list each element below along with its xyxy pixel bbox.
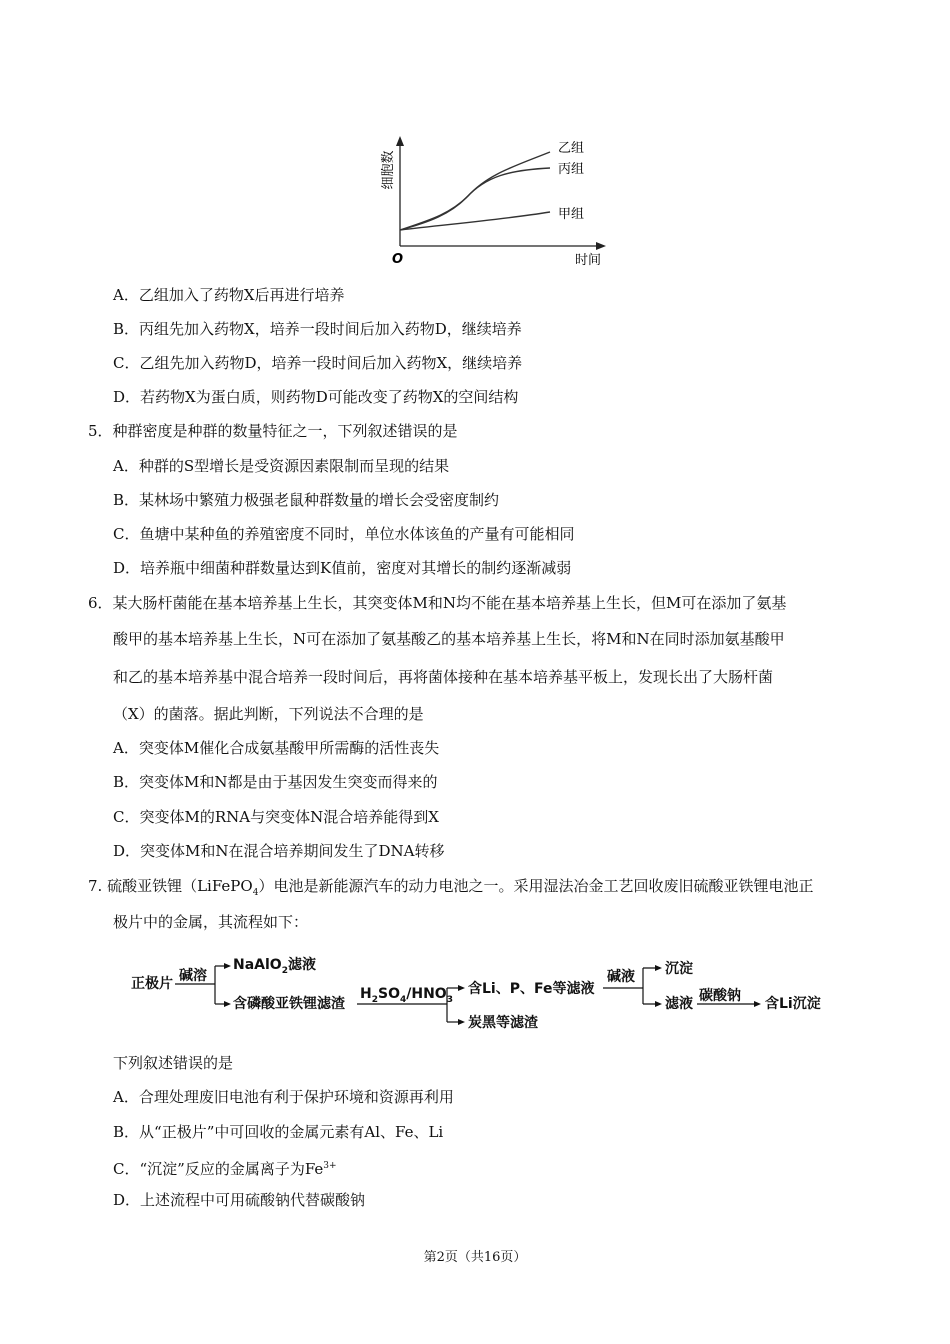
curve-label-jia: 甲组 (558, 207, 585, 222)
q7-stem-line-2: 极片中的金属，其流程如下： (113, 913, 309, 931)
cell-growth-graph (370, 130, 620, 270)
flow-step-alkali: 碱液 (607, 969, 635, 985)
q6-stem-line-4: （X）的菌落。据此判断，下列说法不合理的是 (113, 705, 424, 723)
q5-option-d: D．培养瓶中细菌种群数量达到K值前，密度对其增长的制约逐渐减弱 (113, 559, 572, 577)
q6-stem-line-2: 酸甲的基本培养基上生长，N可在添加了氨基酸乙的基本培养基上生长，将M和N在同时添加氨基酸甲 (113, 630, 785, 648)
curve-bing (400, 168, 550, 230)
q7-prompt: 下列叙述错误的是 (113, 1054, 234, 1072)
q4-option-a: A．乙组加入了药物X后再进行培养 (113, 286, 345, 304)
flow-lifepo4-residue: 含磷酸亚铁锂滤渣 (233, 996, 345, 1012)
flow-carbon-residue: 炭黑等滤渣 (468, 1015, 538, 1031)
flow-li-p-fe-filtrate: 含Li、P、Fe等滤液 (468, 981, 595, 997)
q5-stem: 5．种群密度是种群的数量特征之一，下列叙述错误的是 (88, 422, 458, 440)
curve-label-yi: 乙组 (558, 141, 585, 156)
flow-li-precipitate: 含Li沉淀 (765, 996, 821, 1012)
q5-option-b: B．某林场中繁殖力极强老鼠种群数量的增长会受密度制约 (113, 491, 500, 509)
flow-step-alkali-dissolve: 碱溶 (179, 968, 207, 984)
q4-option-c: C．乙组先加入药物D，培养一段时间后加入药物X，继续培养 (113, 354, 523, 372)
q5-option-c: C．鱼塘中某种鱼的养殖密度不同时，单位水体该鱼的产量有可能相同 (113, 525, 575, 543)
flow-naalo2-filtrate: NaAlO$_2$滤液 (233, 957, 316, 976)
q7-option-b: B．从“正极片”中可回收的金属元素有Al、Fe、Li (113, 1123, 444, 1141)
q5-option-a: A．种群的S型增长是受资源因素限制而呈现的结果 (113, 457, 450, 475)
curve-jia (400, 212, 550, 230)
fe-charge: 3+ (323, 1161, 337, 1171)
q6-stem-line-1: 6．某大肠杆菌能在基本培养基上生长，其突变体M和N均不能在基本培养基上生长，但M可在添加了氨基 (88, 594, 787, 612)
q6-stem-line-3: 和乙的基本培养基中混合培养一段时间后，再将菌体接种在基本培养基平板上，发现长出了大肠杆菌 (113, 668, 774, 686)
graph-ylabel: 细胞数 (381, 150, 396, 190)
flow-step-sodium-carbonate: 碳酸钠 (699, 988, 741, 1004)
q7-option-d: D．上述流程中可用硫酸钠代替碳酸钠 (113, 1191, 366, 1209)
q7-stem-line-1: 7. 硫酸亚铁锂（LiFePO$_4$）电池是新能源汽车的动力电池之一。采用湿法冶金工艺回收废旧硫酸亚铁锂电池正 (88, 877, 814, 898)
graph-xlabel: 时间 (575, 253, 602, 268)
q6-option-d: D．突变体M和N在混合培养期间发生了DNA转移 (113, 842, 445, 860)
q6-option-a: A．突变体M催化合成氨基酸甲所需酶的活性丧失 (113, 739, 440, 757)
q7-option-c: C．“沉淀”反应的金属离子为$Fe^{3+}$ (113, 1160, 337, 1178)
page-footer: 第2页（共16页） (423, 1250, 527, 1265)
curve-yi (400, 152, 550, 230)
flow-start: 正极片 (131, 976, 173, 992)
recycling-flowchart (125, 950, 845, 1040)
q7-option-a: A．合理处理废旧电池有利于保护环境和资源再利用 (113, 1088, 454, 1106)
flow-filtrate: 滤液 (665, 996, 693, 1012)
graph-origin: O (392, 252, 404, 267)
x-axis-arrow (596, 242, 606, 250)
y-axis-arrow (396, 136, 404, 146)
curve-label-bing: 丙组 (558, 162, 585, 177)
flow-precipitate: 沉淀 (665, 961, 693, 977)
q6-option-c: C．突变体M的RNA与突变体N混合培养能得到X (113, 808, 439, 826)
q6-option-b: B．突变体M和N都是由于基因发生突变而得来的 (113, 773, 438, 791)
q4-option-b: B．丙组先加入药物X，培养一段时间后加入药物D，继续培养 (113, 320, 522, 338)
q4-option-d: D．若药物X为蛋白质，则药物D可能改变了药物X的空间结构 (113, 388, 519, 406)
flow-acid-reagent: $H_2SO_4/HNO_3$ (360, 986, 453, 1005)
